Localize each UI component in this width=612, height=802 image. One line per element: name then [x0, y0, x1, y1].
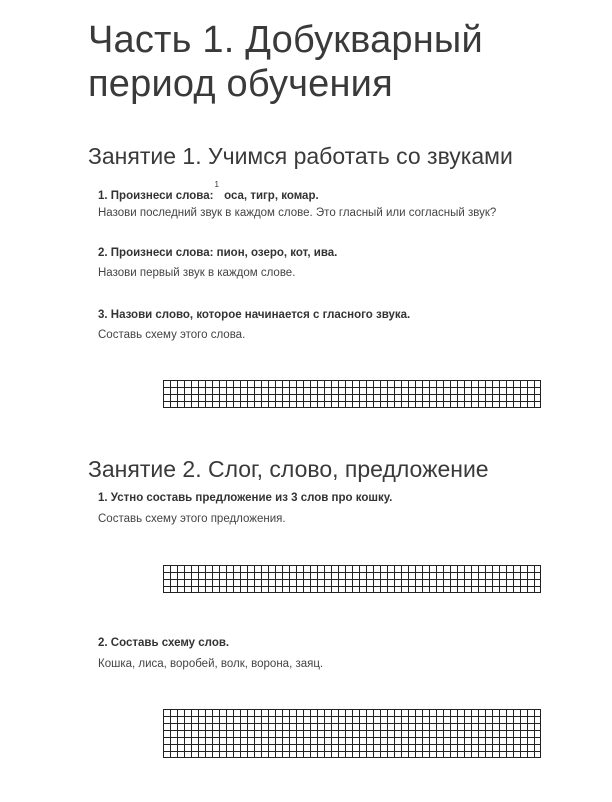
lesson-1-task-1-text: Назови последний звук в каждом слове. Это гласный или согласный звук? — [98, 207, 497, 219]
lesson-1-task-3-text: Составь схему этого слова. — [98, 329, 246, 341]
lesson-2-task-2-heading: 2. Составь схему слов. — [98, 637, 230, 649]
lesson-1-task-1-heading — [98, 180, 319, 203]
lesson-2-title: Занятие 2. Слог, слово, предложение — [88, 456, 489, 482]
lesson-2-task-2-text: Кошка, лиса, воробей, волк, ворона, заяц. — [98, 658, 324, 670]
lesson-1-task-3-heading: 3. Назови слово, которое начинается с гласного звука. — [98, 309, 411, 321]
lesson-2-task-1-heading: 1. Устно составь предложение из 3 слов про кошку. — [98, 492, 393, 504]
task-1-heading-prefix: 1. Произнеси слова: — [98, 189, 214, 202]
task-1-heading-words: оса, тигр, комар. — [224, 189, 319, 202]
lesson-1-task-2-heading: 2. Произнеси слова: пион, озеро, кот, ива. — [98, 247, 338, 259]
lesson-1-title: Занятие 1. Учимся работать со звуками — [88, 143, 513, 169]
page-title: Часть 1. Добукварный период обучения — [88, 19, 483, 105]
lesson-2-task-1-text: Составь схему этого предложения. — [98, 513, 286, 525]
answer-grid-word-scheme[interactable] — [163, 380, 541, 408]
answer-grid-sentence-scheme[interactable] — [163, 565, 541, 593]
lesson-1-task-2-text: Назови первый звук в каждом слове. — [98, 267, 296, 279]
answer-grid-words-scheme[interactable] — [163, 709, 541, 758]
footnote-mark: 1 — [214, 180, 219, 189]
